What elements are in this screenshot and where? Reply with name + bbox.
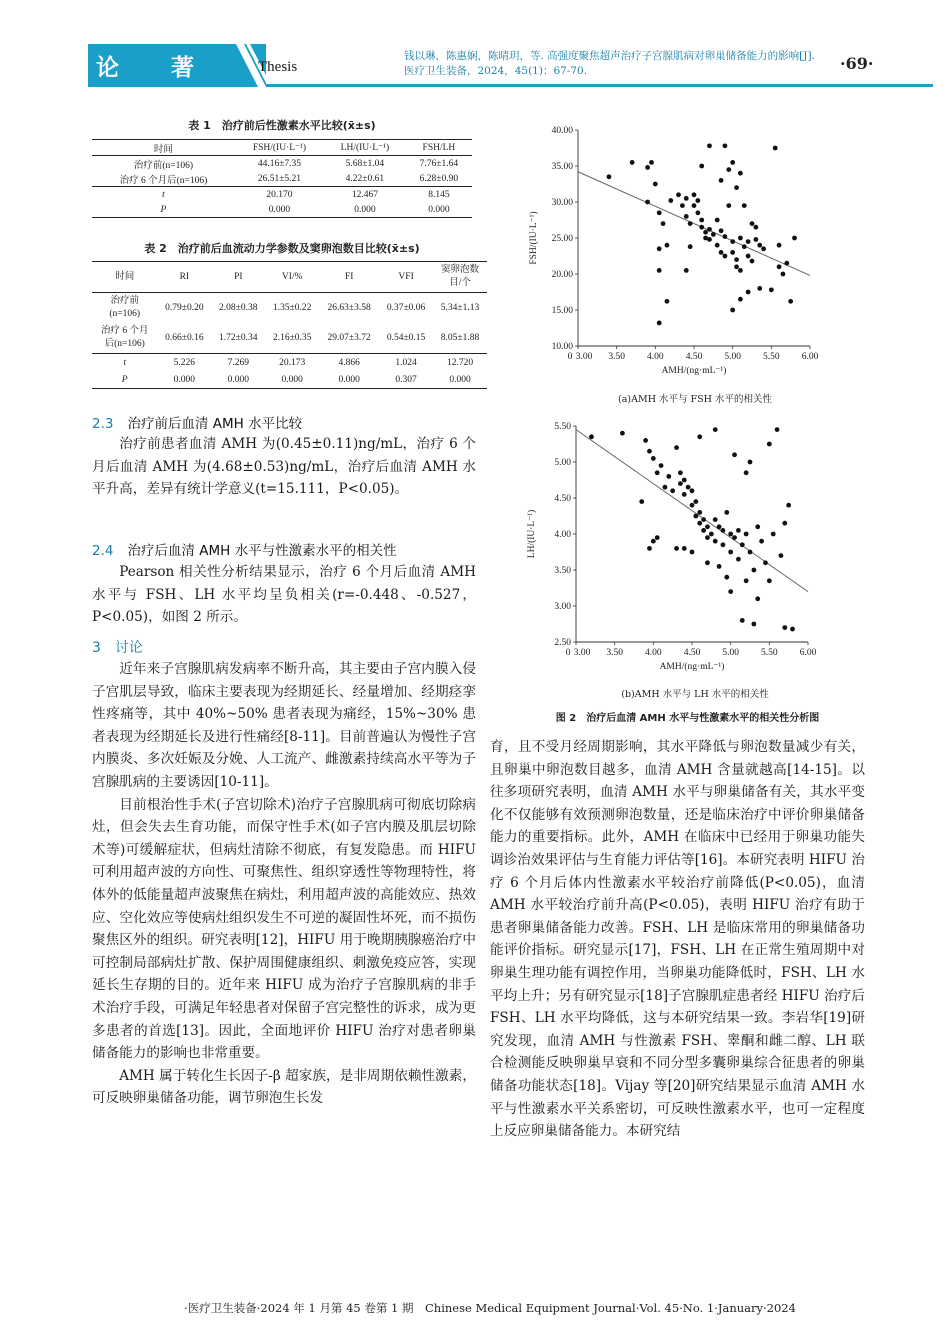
data-point [726, 167, 731, 172]
data-point [771, 532, 776, 537]
data-point [746, 239, 751, 244]
data-point [719, 250, 724, 255]
data-point [721, 528, 726, 533]
y-tick-label: 3.00 [554, 602, 571, 612]
table2-cell: 1.35±0.22 [272, 302, 312, 313]
table2-cell: 0.000 [173, 374, 196, 385]
paragraph-text: 目前根治性手术(子宫切除术)治疗子宫腺肌病可彻底切除病灶，但会失去生育功能，而保守性手术(如子宫内膜及肌层切除术等)可缓解症状，但病灶清除不彻底，有复发隐患。而 HIFU 可利用超声波的方向性、可聚焦性、组织穿透性等物理特性，将体外的低能量超声波聚焦在病灶，利用超声波的高能效应、热效应、空化效应等使病灶组织发生不可逆的凝固性坏死，而不损伤聚焦区外的组织。研究表明[12]，HIFU 用于晚期胰腺癌治疗中可控制局部病灶扩散、保护周围健康组织、刺激免疫应答，实现延长生存期的目的。近年来 HIFU 成为治疗子宫腺肌病的非手术治疗手段，可满足年轻患者对保留子宫完整性的诉求，成为更多患者的首选[13]。因此，全面地评价 HIFU 治疗对患者卵巢储备能力的影响也非常重要。 [92, 796, 476, 1062]
table2-header-line: 目/个 [449, 278, 471, 288]
section-heading-2-3 [92, 412, 302, 432]
table2-cell: 2.16±0.35 [272, 332, 312, 343]
y-tick-label: 25.00 [551, 234, 573, 244]
data-point [730, 250, 735, 255]
data-point [786, 503, 791, 508]
data-point [742, 244, 747, 249]
data-point [759, 539, 764, 544]
data-point [734, 185, 739, 190]
data-point [738, 297, 743, 302]
section-number: 2.4 [92, 543, 114, 559]
y-tick-label: 20.00 [551, 270, 573, 280]
section-number: 3 [92, 640, 101, 656]
data-point [724, 575, 729, 580]
table2-cell-line: 治疗 6 个月 [100, 326, 149, 336]
data-point [717, 524, 722, 529]
data-point [775, 427, 780, 432]
data-point [651, 456, 656, 461]
data-point [666, 474, 671, 479]
paragraph-text: 近年来子宫腺肌病发病率不断升高，其主要由子宫内膜入侵子宫肌层导致，临床主要表现为经期延长、经量增加、经期痉挛性疼痛等，其中 40%~50% 患者表现为痛经，15%~30% 患者表现为经期延长及进行性痛经[8-11]。目前普遍认为慢性子宫内膜炎、多次妊娠及分娩、人工流产、雌激素持续高水平等为子宫腺肌病的主要诱因[10-11]。 [92, 661, 476, 790]
data-point [695, 210, 700, 215]
x-tick-label: 5.00 [724, 352, 741, 362]
data-point [715, 243, 720, 248]
data-point [784, 261, 789, 266]
data-point [657, 210, 662, 215]
data-point [773, 146, 778, 151]
data-point [695, 198, 700, 203]
data-point [680, 203, 685, 208]
discussion-left-column [92, 658, 476, 1110]
table2-cell-line: 后(n=106) [104, 339, 145, 349]
table2-header-line: 窦卵泡数 [441, 265, 480, 275]
y-tick-label: 2.50 [554, 638, 571, 648]
data-point [753, 225, 758, 230]
data-point [686, 485, 691, 490]
y-tick-label: 4.50 [554, 494, 571, 504]
table1-cell: 6.28±0.90 [419, 173, 459, 184]
data-point [757, 243, 762, 248]
data-point [782, 625, 787, 630]
data-point [665, 243, 670, 248]
data-point [682, 492, 687, 497]
data-point [734, 257, 739, 262]
y-axis-label: LH/(IU·L⁻¹) [527, 509, 537, 559]
section-number: 2.3 [92, 416, 114, 432]
data-point [674, 546, 679, 551]
data-point [655, 470, 660, 475]
table2-cell: 0.307 [395, 374, 417, 385]
x-tick-label: 5.00 [722, 648, 739, 658]
table2-cell: 0.54±0.15 [386, 332, 426, 343]
table1-cell: 治疗 6 个月后(n=106) [119, 175, 208, 186]
table2-header: VI/% [281, 271, 303, 282]
paragraph-text: AMH 属于转化生长因子-β 超家族，是非周期依赖性激素，可反映卵巢储备功能，调节卵泡生长发 [92, 1067, 476, 1107]
data-point [728, 589, 733, 594]
data-point [750, 259, 755, 264]
table1-cell: 44.16±7.35 [257, 158, 302, 169]
section-title: 讨论 [114, 640, 143, 656]
data-point [713, 517, 718, 522]
table2-header: 时间 [115, 271, 135, 282]
table2-cell: 0.000 [281, 374, 303, 385]
table-row [92, 293, 487, 324]
data-point [705, 524, 710, 529]
table-row [92, 372, 487, 389]
data-point [748, 460, 753, 465]
table1-cell: 26.51±5.21 [257, 173, 302, 184]
data-point [690, 550, 695, 555]
figure-caption: 图 2 治疗后血清 AMH 水平与性激素水平的相关性分析图 [555, 713, 820, 724]
data-point [659, 463, 664, 468]
data-point [736, 557, 741, 562]
scatter-chart-amh-lh [520, 414, 830, 684]
table2-cell: 5.34±1.13 [440, 302, 480, 313]
table2-header-row [92, 262, 487, 293]
data-point [701, 517, 706, 522]
table2-cell: 5.226 [173, 357, 196, 368]
page-footer: ·医疗卫生装备·2024 年 1 月第 45 卷第 1 期 Chinese Medical Equipment Journal·Vol. 45·No. 1·January·2024 [184, 1301, 796, 1315]
data-point [705, 535, 710, 540]
y-tick-label: 15.00 [551, 306, 573, 316]
data-point [607, 174, 612, 179]
data-point [740, 618, 745, 623]
data-point [647, 546, 652, 551]
data-point [734, 264, 739, 269]
data-point [790, 627, 795, 632]
data-point [744, 470, 749, 475]
data-point [744, 578, 749, 583]
data-point [713, 427, 718, 432]
data-point [717, 564, 722, 569]
data-point [779, 553, 784, 558]
table1-cell: 治疗前(n=106) [133, 160, 194, 171]
data-point [655, 535, 660, 540]
section-heading-3 [92, 637, 143, 657]
data-point [792, 236, 797, 241]
data-point [748, 550, 753, 555]
table1-header-row [92, 140, 472, 156]
header-rule [88, 84, 933, 87]
table-row [92, 323, 487, 354]
table2-header: VFI [398, 271, 414, 282]
table2-cell: 0.66±0.16 [165, 332, 204, 343]
regression-line [576, 430, 808, 592]
data-point [726, 203, 731, 208]
table2-cell: 0.000 [338, 374, 360, 385]
section-title: 治疗后血清 AMH 水平与性激素水平的相关性 [127, 543, 397, 559]
data-point [732, 452, 737, 457]
x-tick-label: 3.50 [606, 648, 623, 658]
table1-cell: 5.68±1.04 [345, 158, 385, 169]
data-point [684, 214, 689, 219]
y-axis-label: FSH/(IU·L⁻¹) [529, 211, 539, 265]
data-point [742, 203, 747, 208]
data-point [703, 230, 708, 235]
x-tick-label: 4.50 [683, 648, 701, 658]
table-row [92, 202, 472, 218]
x-tick-label: 6.00 [801, 352, 819, 362]
table2-cell: 20.173 [279, 357, 306, 368]
data-point [653, 182, 658, 187]
data-point [682, 478, 687, 483]
table2-header: FI [344, 271, 354, 282]
data-point [692, 192, 697, 197]
y-tick-label: 30.00 [551, 198, 573, 208]
data-point [699, 225, 704, 230]
data-point [693, 514, 698, 519]
data-point [649, 160, 654, 165]
table2-cell: 0.37±0.06 [386, 302, 426, 313]
data-point [738, 171, 743, 176]
data-point [753, 237, 758, 242]
data-point [719, 178, 724, 183]
table-row [92, 156, 472, 172]
data-point [750, 221, 755, 226]
data-point [692, 203, 697, 208]
x-tick-label: 4.00 [645, 648, 662, 658]
data-point [705, 560, 710, 565]
table1-cell: 4.22±0.61 [345, 173, 385, 184]
data-point [643, 438, 648, 443]
data-point [751, 568, 756, 573]
data-point [688, 221, 693, 226]
x-tick-label: 3.00 [575, 352, 593, 362]
data-point [661, 221, 666, 226]
data-point [699, 164, 704, 169]
data-point [736, 528, 741, 533]
table2-cell: 29.07±3.72 [327, 332, 371, 343]
data-point [755, 596, 760, 601]
y-tick-label: 4.00 [554, 530, 571, 540]
table2 [92, 261, 487, 389]
x-tick-label: 5.50 [763, 352, 780, 362]
data-point [761, 246, 766, 251]
table2-cell-line: 治疗前 [110, 296, 139, 306]
data-point [645, 165, 650, 170]
x-tick-label: 6.00 [799, 648, 817, 658]
x-tick-label: 4.00 [647, 352, 664, 362]
data-point [684, 268, 689, 273]
table1-header: FSH/(IU·L⁻¹) [252, 143, 307, 153]
data-point [713, 539, 718, 544]
data-point [665, 299, 670, 304]
x-tick-label: 3.50 [608, 352, 625, 362]
y-tick-label: 10.00 [551, 342, 573, 352]
data-point [724, 510, 729, 515]
data-point [697, 510, 702, 515]
data-point [697, 521, 702, 526]
table2-header: PI [234, 271, 243, 282]
data-point [668, 198, 673, 203]
data-point [676, 192, 681, 197]
data-point [769, 287, 774, 292]
table2-cell: 7.269 [227, 357, 249, 368]
data-point [690, 503, 695, 508]
table1-cell: 0.000 [428, 204, 450, 215]
data-point [755, 524, 760, 529]
table1-cell: 0.000 [354, 204, 376, 215]
data-point [730, 308, 735, 313]
table2-cell: 26.63±3.58 [327, 302, 371, 313]
data-point [620, 431, 625, 436]
data-point [723, 234, 728, 239]
table2-cell: P [121, 374, 128, 385]
data-point [682, 546, 687, 551]
data-point [777, 243, 782, 248]
data-point [746, 254, 751, 259]
panel-b-caption: (b)AMH 水平与 LH 水平的相关性 [621, 689, 769, 700]
data-point [757, 286, 762, 291]
data-point [589, 434, 594, 439]
table1-header: LH/(IU·L⁻¹) [340, 143, 390, 153]
x-axis-label: AMH/(ng·mL⁻¹) [659, 662, 725, 672]
data-point [684, 196, 689, 201]
table1-cell: 20.170 [266, 189, 293, 200]
data-point [711, 232, 716, 237]
table1-caption: 表 1 治疗前后性激素水平比较(x̄±s) [188, 119, 376, 132]
data-point [630, 160, 635, 165]
y-tick-label: 3.50 [554, 566, 571, 576]
x-tick-label: 5.50 [761, 648, 778, 658]
data-point [723, 143, 728, 148]
data-point [657, 268, 662, 273]
discussion-right-column [490, 736, 865, 1143]
data-point [701, 528, 706, 533]
data-point [697, 434, 702, 439]
data-point [763, 560, 768, 565]
table1-cell: 7.76±1.64 [419, 158, 459, 169]
table1-cell: t [162, 189, 165, 200]
table2-cell: 4.866 [338, 357, 360, 368]
table-row [92, 354, 487, 373]
data-point [690, 488, 695, 493]
paragraph-text: 治疗前患者血清 AMH 为(0.45±0.11)ng/mL，治疗 6 个月后血清 AMH 为(4.68±0.53)ng/mL，治疗后血清 AMH 水平升高，差异有统计学意义(t=15.111，P<0.05)。 [92, 436, 476, 498]
data-point [699, 218, 704, 223]
table2-cell: 1.72±0.34 [219, 332, 258, 343]
y-tick-label: 5.50 [554, 422, 571, 432]
data-point [707, 227, 712, 232]
data-point [732, 535, 737, 540]
table2-cell: t [123, 357, 127, 368]
section-heading-2-4 [92, 539, 397, 559]
table2-cell [92, 323, 157, 354]
table1 [92, 139, 472, 218]
table-row [92, 187, 472, 203]
data-point [715, 218, 720, 223]
table1-header: FSH/LH [422, 142, 456, 153]
table2-cell: 0.000 [449, 374, 471, 385]
data-point [663, 485, 668, 490]
table2-cell: 8.05±1.88 [440, 332, 480, 343]
data-point [645, 200, 650, 205]
data-point [767, 578, 772, 583]
data-point [767, 442, 772, 447]
table2-cell-line: (n=106) [109, 309, 141, 319]
table2-cell: 0.79±0.20 [165, 302, 204, 313]
data-point [693, 499, 698, 504]
data-point [730, 160, 735, 165]
table1-cell: P [160, 204, 167, 215]
table-row [92, 171, 472, 187]
table1-header: 时间 [153, 144, 173, 155]
data-point [746, 290, 751, 295]
data-point [670, 488, 675, 493]
y-tick-label: 35.00 [551, 162, 573, 172]
data-point [707, 237, 712, 242]
data-point [707, 143, 712, 148]
panel-a-caption: (a)AMH 水平与 FSH 水平的相关性 [618, 394, 772, 405]
table1-cell: 0.000 [268, 204, 291, 215]
table2-cell: 1.024 [395, 357, 417, 368]
data-point [674, 445, 679, 450]
data-point [719, 228, 724, 233]
paragraph-2-4 [92, 561, 476, 629]
data-point [728, 550, 733, 555]
table2-header: RI [179, 271, 190, 282]
table2-cell: 2.08±0.38 [219, 302, 258, 313]
paragraph-text: 育，且不受月经周期影响，其水平降低与卵泡数量减少有关，且卵巢中卵泡数目越多，血清 AMH 含量就越高[14-15]。以往多项研究表明，血清 AMH 水平与卵巢储备有关，其水平变化不仅能够有效预测卵泡数量，还是临床治疗中评价卵巢储备能力的重要指标。此外，AMH 在临床中已经用于卵巢功能失调诊治效果评估与生育能力评估等[16]。本研究表明 HIFU 治疗 6 个月后体内性激素水平较治疗前降低(P<0.05)，血清 AMH 水平较治疗前升高(P<0.05)，表明 HIFU 治疗有助于患者卵巢储备能力改善。FSH、LH 是临床常用的卵巢储备功能评价指标。研究显示[17]，FSH、LH 在正常生殖周期中对卵巢生理功能有调控作用，当卵巢功能降低时，FSH、LH 水平均上升；另有研究显示[18]子宫腺肌症患者经 HIFU 治疗后 FSH、LH 水平均降低，这与本研究结果一致。李岩华[19]研究发现，血清 AMH 与性激素 FSH、睾酮和雌二醇、LH 联合检测能反映卵巢早衰和不同分型多囊卵巢综合征患者的卵巢储备功能状态[18]。Vijay 等[20]研究结果显示血清 AMH 水平与性激素水平关系密切，可反映性激素水平，也可一定程度上反应卵巢储备能力。本研究结 [490, 739, 865, 1140]
table1-cell: 12.467 [351, 189, 378, 200]
regression-line [578, 172, 810, 276]
data-point [738, 268, 743, 273]
page-number: ·69· [840, 54, 874, 73]
origin-label: 0 [565, 648, 571, 658]
data-point [782, 521, 787, 526]
paragraph-2-3 [92, 433, 476, 501]
data-point [639, 499, 644, 504]
data-point [788, 299, 793, 304]
table2-cell [92, 293, 157, 324]
section-title: 治疗前后血清 AMH 水平比较 [127, 416, 303, 432]
data-point [647, 449, 652, 454]
data-point [781, 272, 786, 277]
section-label: 论著 [96, 55, 246, 81]
table2-cell: 12.720 [446, 357, 474, 368]
data-point [777, 264, 782, 269]
data-point [657, 321, 662, 326]
table2-caption: 表 2 治疗前后血流动力学参数及窦卵泡数目比较(x̄±s) [144, 242, 420, 255]
data-point [723, 254, 728, 259]
data-point [709, 532, 714, 537]
data-point [744, 532, 749, 537]
paragraph-text: Pearson 相关性分析结果显示，治疗 6 个月后血清 AMH 水平与 FSH、LH 水平均呈负相关(r=-0.448、-0.527，P<0.05)，如图 2 所示。 [92, 564, 476, 626]
data-point [678, 481, 683, 486]
y-tick-label: 40.00 [551, 126, 573, 136]
section-label-en: Thesis [258, 59, 298, 75]
data-point [678, 470, 683, 475]
data-point [728, 532, 733, 537]
table2-cell: 0.000 [227, 374, 249, 385]
scatter-chart-amh-fsh [520, 118, 830, 408]
x-axis-label: AMH/(ng·mL⁻¹) [661, 366, 727, 376]
data-point [751, 622, 756, 627]
data-point [657, 246, 662, 251]
table1-cell: 8.145 [428, 189, 450, 200]
table2-header [433, 262, 487, 293]
data-point [688, 244, 693, 249]
citation: 钱以琳，陈惠娴，陈晴玥，等. 高强度聚焦超声治疗子宫腺肌病对卵巢储备能力的影响[J]. 医疗卫生装备，2024，45(1)：67-70. [404, 50, 815, 77]
x-tick-label: 3.00 [573, 648, 591, 658]
y-tick-label: 5.00 [554, 458, 571, 468]
data-point [651, 539, 656, 544]
data-point [740, 542, 745, 547]
data-point [730, 239, 735, 244]
origin-label: 0 [567, 352, 573, 362]
data-point [738, 236, 743, 241]
x-tick-label: 4.50 [685, 352, 703, 362]
data-point [721, 542, 726, 547]
